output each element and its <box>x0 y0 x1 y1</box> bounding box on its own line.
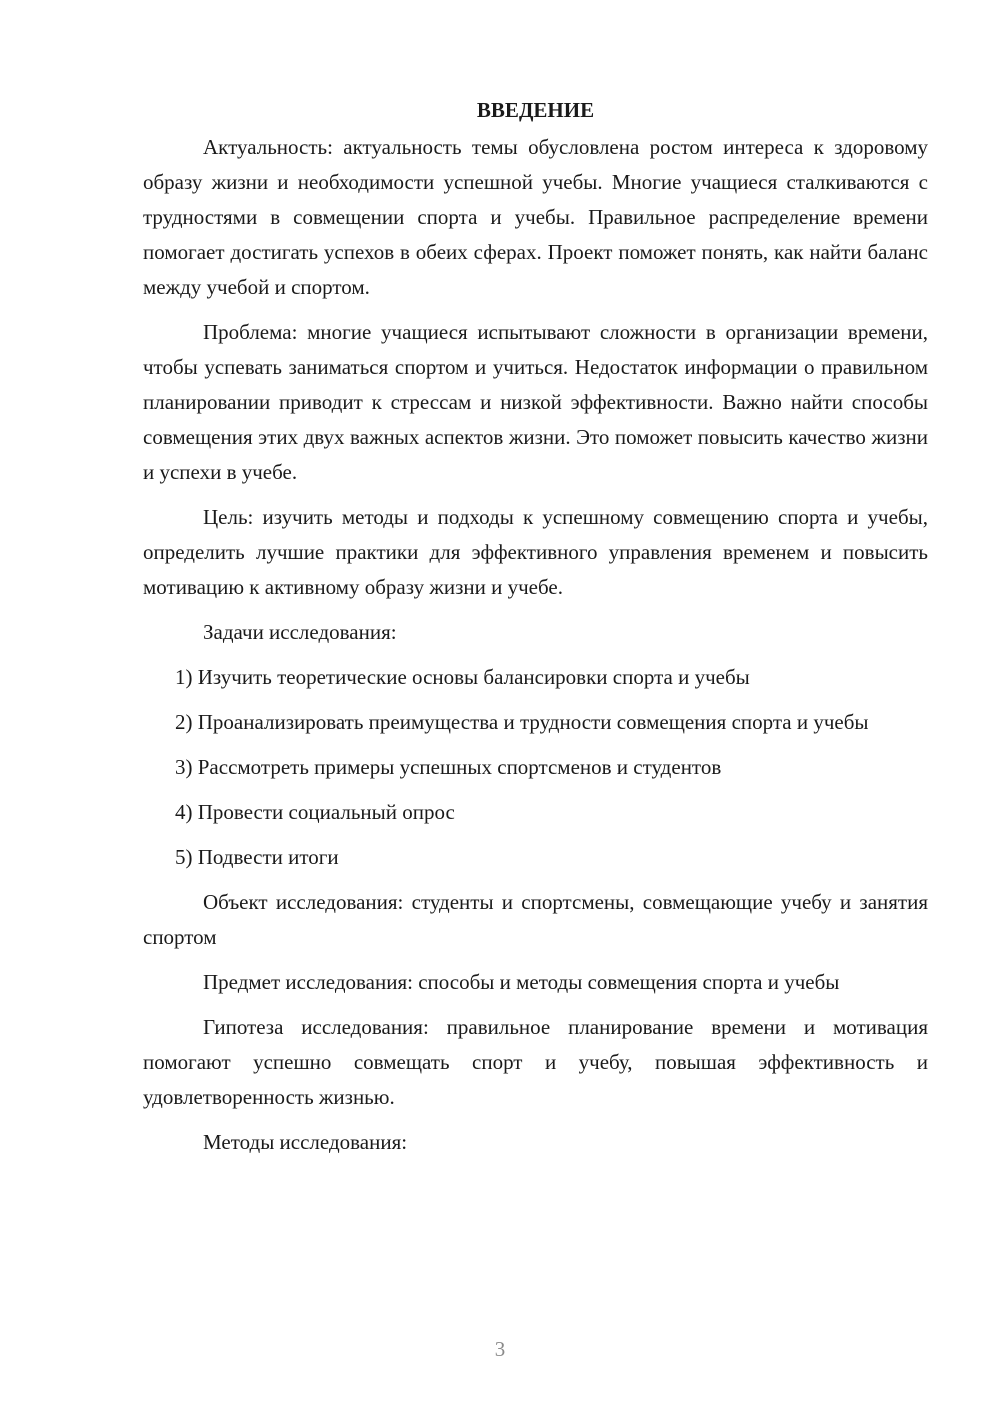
paragraph-relevance: Актуальность: актуальность темы обусловлена ростом интереса к здоровому образу жизни и необходимости успешной учебы. Многие учащиеся сталкиваются с трудностями в совмещении спорта и учебы. Правильное распределение времени помогает достигать успехов в обеих сферах. Проект поможет понять, как найти баланс между учебой и спортом. <box>143 135 928 299</box>
paragraph-object: Объект исследования: студенты и спортсмены, совмещающие учебу и занятия спортом <box>143 890 928 949</box>
paragraph-hypothesis: Гипотеза исследования: правильное планирование времени и мотивация помогают успешно совмещать спорт и учебу, повышая эффективность и удовлетворенность жизнью. <box>143 1015 928 1109</box>
task-item: 4) Провести социальный опрос <box>175 800 455 824</box>
paragraph-tasks-title: Задачи исследования: <box>203 620 397 644</box>
task-item: 5) Подвести итоги <box>175 845 339 869</box>
task-item: 2) Проанализировать преимущества и трудности совмещения спорта и учебы <box>175 710 869 734</box>
paragraph-goal: Цель: изучить методы и подходы к успешному совмещению спорта и учебы, определить лучшие практики для эффективного управления временем и повысить мотивацию к активному образу жизни и учебе. <box>143 505 928 599</box>
paragraph-problem: Проблема: многие учащиеся испытывают сложности в организации времени, чтобы успевать заниматься спортом и учиться. Недостаток информации о правильном планировании приводит к стрессам и низкой эффективности. Важно найти способы совмещения этих двух важных аспектов жизни. Это поможет повысить качество жизни и успехи в учебе. <box>143 320 928 484</box>
section-heading: ВВЕДЕНИЕ <box>476 98 595 122</box>
task-item: 3) Рассмотреть примеры успешных спортсменов и студентов <box>175 755 722 779</box>
page-content <box>143 92 928 1170</box>
task-item: 1) Изучить теоретические основы балансировки спорта и учебы <box>175 665 750 689</box>
paragraph-subject: Предмет исследования: способы и методы совмещения спорта и учебы <box>203 970 840 994</box>
paragraph-methods-title: Методы исследования: <box>203 1130 408 1154</box>
page-number: 3 <box>494 1337 506 1361</box>
